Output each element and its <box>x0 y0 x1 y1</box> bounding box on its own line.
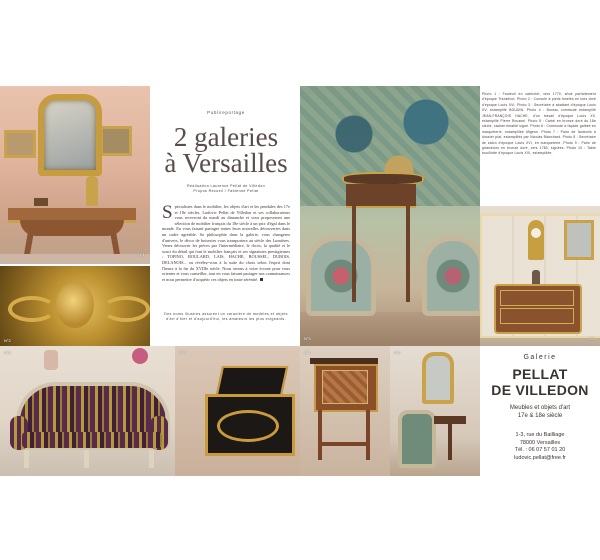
photo-number: N°6 <box>588 336 595 341</box>
photo-number: N°4 <box>179 350 186 355</box>
side-table-leg <box>448 424 452 460</box>
table-shelf <box>318 442 370 446</box>
gallery-desc-line: Meubles et objets d'art <box>509 405 571 411</box>
gallery-desc-line: 17e & 18e siècle <box>517 413 563 419</box>
gallery-description <box>480 404 600 420</box>
gilt-mirror <box>38 94 102 176</box>
marquetry-inlay <box>322 370 368 404</box>
bronze-scroll <box>102 296 150 322</box>
photo-marquetry-table <box>300 346 390 476</box>
gueridon-leg <box>352 206 356 302</box>
end-mark <box>260 278 263 281</box>
drop-cap: S <box>162 202 173 223</box>
gallery-kicker: Galerie <box>523 354 557 361</box>
photo-number: N°1 <box>138 252 145 257</box>
address-line: 78000 Versailles <box>519 439 561 446</box>
left-page <box>0 86 300 476</box>
photo-bronze-detail <box>0 266 150 346</box>
article-kicker: Publireportage <box>207 110 245 115</box>
photo-console-mirror <box>0 86 150 264</box>
article-body <box>162 204 290 282</box>
photo-captions: Photo 1 : Fauteuil en cabriolet, vers 1770, situé parfaitement d'époque Transition. Photo 2 : Console à pieds fuselés en bois doré d'époque Louis XVI. Photo 3 : Secrétaire à abattant d'époque Louis XV, estampillé BOUDIN. Photo 4 : Bureau commode estampillé JEAN-FRANÇOIS HACHE, d'un travail d'époque Louis XV, estampillé Pierre Roussel. Photo 5 : Cartel en bronze doré du 18e siècle, cadran émaillé signé. Photo 6 : Commode à façade galbée en marqueterie, estampillée Migeon. Photo 7 : Paire de fauteuils à dossier plat, estampillés par Nicolas Blanchard. Photo 8 : Secrétaire de salon d'époque Louis XVI, en marqueterie. Photo 9 : Paire de girandoles en bronze doré, vers 1780, signées. Photo 10 : Table bouillotte d'époque Louis XVI, estampillée. <box>482 92 596 156</box>
credits-line: Propos Recueil / Fabienne Pellat <box>193 189 259 193</box>
right-page <box>300 86 600 476</box>
gueridon-leg <box>406 206 410 302</box>
floor <box>0 254 150 264</box>
photo-tapestry-salon <box>300 86 480 346</box>
sofa-seat <box>22 432 162 448</box>
phone-number: Tél. : 06 07 57 01 20 <box>514 447 566 453</box>
photo-number: N°2 <box>4 338 11 343</box>
armchair <box>398 410 436 468</box>
sofa-legs <box>24 450 154 468</box>
clock-face <box>531 228 541 238</box>
commode-drawer <box>500 308 574 324</box>
article-credits <box>152 184 300 194</box>
wall-mirror <box>564 220 594 260</box>
photo-salon <box>390 346 480 476</box>
pull-quote: Des noms illustres assurent un caractère de modèles et objets d'art d'hier et d'aujourd'hui, les amateurs les plus exigeants. <box>164 312 288 321</box>
armchair <box>422 236 480 316</box>
photo-number: N°7 <box>304 350 311 355</box>
mantel-clock <box>86 176 98 206</box>
gallery-info-box <box>480 346 600 476</box>
cartel-clock <box>528 220 544 260</box>
photo-number: N°5 <box>304 336 311 341</box>
gueridon-body <box>346 184 416 208</box>
article-text-column <box>152 86 300 346</box>
title-line: à Versailles <box>164 148 288 178</box>
gallery-name-line: PELLAT <box>512 366 568 382</box>
photo-number: N°8 <box>394 350 401 355</box>
address-line: 1-3, rue du Bailliage <box>515 432 565 438</box>
painting <box>100 126 132 156</box>
gilt-ornament <box>217 410 279 442</box>
body-text: pécialistes dans le mobilier, les objets d'art et les pendules des 17e et 18e siècles, Ludovic Pellat de Villedon et ses collaborateurs vous recevront du mardi au dimanche et vous proposeront une sélection de mobilier français du 18e siècle à un prix d'égal dans le monde. En vous faisant partager toutes leurs nouvelles découvertes dans un cadre agréable. Sa philosophie dans la galerie, vous changerez d'univers, le décor de boiseries vous transportera au siècle des Lumières. Venez découvrir les pièces par l'intermédiaire, le choix, la qualité et le souci du détail qui font le mobilier français et ses signatures prestigieuses : TOPINO, BOULARD, LAIS, HACHE, ROUSSEL, DUBOIS, DELANOIS... ou révélez-vous à la suite du choix selon l'esprit dont l'heure à la fin du XVIIIe siècle. Nous serons à votre écoute pour vous orienter et vous conseiller, tout en vous faisant partager nos connaissances et nous permettre d'acquérir ces objets en toute sérénité. <box>162 204 290 282</box>
photo-clock-commode <box>480 206 600 346</box>
gallery-address <box>480 432 600 462</box>
commode-drawer <box>500 290 574 306</box>
email-address[interactable]: ludovic.pellat@free.fr <box>514 454 566 461</box>
magazine-spread <box>0 86 600 476</box>
title-line: 2 galeries <box>173 122 279 152</box>
gallery-name-line: DE VILLEDON <box>491 382 589 398</box>
gallery-name <box>480 366 600 398</box>
table-leg <box>318 410 322 460</box>
painting <box>4 130 36 158</box>
article-title <box>152 124 300 176</box>
box-lid <box>216 366 288 396</box>
bronze-scroll <box>8 296 56 322</box>
bronze-figure <box>532 270 540 284</box>
flowers <box>132 348 148 364</box>
photo-boulle-box <box>175 346 300 476</box>
small-box <box>34 198 48 206</box>
photo-striped-sofa <box>0 346 175 476</box>
credits-line: Réalisation Laurence Pellat de Villedon <box>186 184 266 188</box>
table-leg <box>366 410 370 460</box>
armchair <box>306 236 376 316</box>
floor <box>300 312 480 346</box>
vase <box>44 350 58 370</box>
photo-number: N°3 <box>4 350 11 355</box>
side-table-top <box>434 416 466 424</box>
girandole-mirror <box>422 352 454 404</box>
bronze-mask <box>56 282 94 328</box>
